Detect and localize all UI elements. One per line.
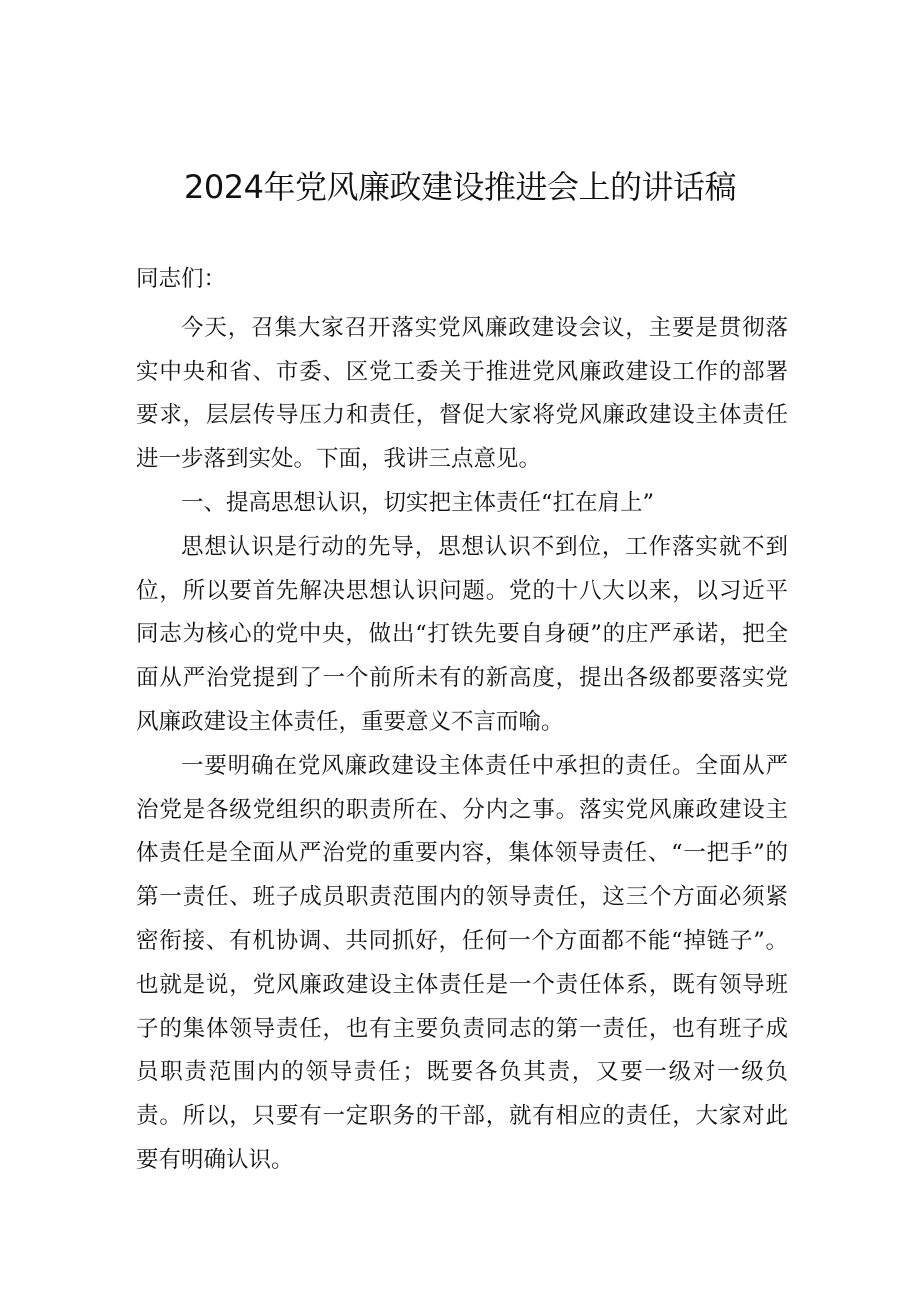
paragraph-responsibility: 一要明确在党风廉政建设主体责任中承担的责任。全面从严治党是各级党组织的职责所在、分内之事。落实党风廉政建设主体责任是全面从严治党的重要内容，集体领导责任、“一把手”的第一责任、班子成员职责范围内的领导责任，这三个方面必须紧密衔接、有机协调、共同抓好，任何一个方面都不能“掉链子”。也就是说，党风廉政建设主体责任是一个责任体系，既有领导班子的集体领导责任，也有主要负责同志的第一责任，也有班子成员职责范围内的领导责任；既要各负其责，又要一级对一级负责。所以，只要有一定职务的干部，就有相应的责任，大家对此要有明确认识。 xyxy=(136,752,788,1173)
paragraph-thinking: 思想认识是行动的先导，思想认识不到位，工作落实就不到位，所以要首先解决思想认识问题。党的十八大以来，以习近平同志为核心的党中央，做出“打铁先要自身硬”的庄严承诺，把全面从严治党提到了一个前所未有的新高度，提出各级都要落实党风廉政建设主体责任，重要意义不言而喻。 xyxy=(136,533,788,735)
document-title: 2024年党风廉政建设推进会上的讲话稿 xyxy=(184,168,736,206)
salutation: 同志们： xyxy=(136,266,227,292)
paragraph-intro: 今天，召集大家召开落实党风廉政建设会议，主要是贯彻落实中央和省、市委、区党工委关于推进党风廉政建设工作的部署要求，层层传导压力和责任，督促大家将党风廉政建设主体责任进一步落到实处。下面，我讲三点意见。 xyxy=(136,314,788,473)
document-body xyxy=(136,258,788,1183)
section-heading-1: 一、提高思想认识，切实把主体责任“扛在肩上” xyxy=(181,489,655,516)
